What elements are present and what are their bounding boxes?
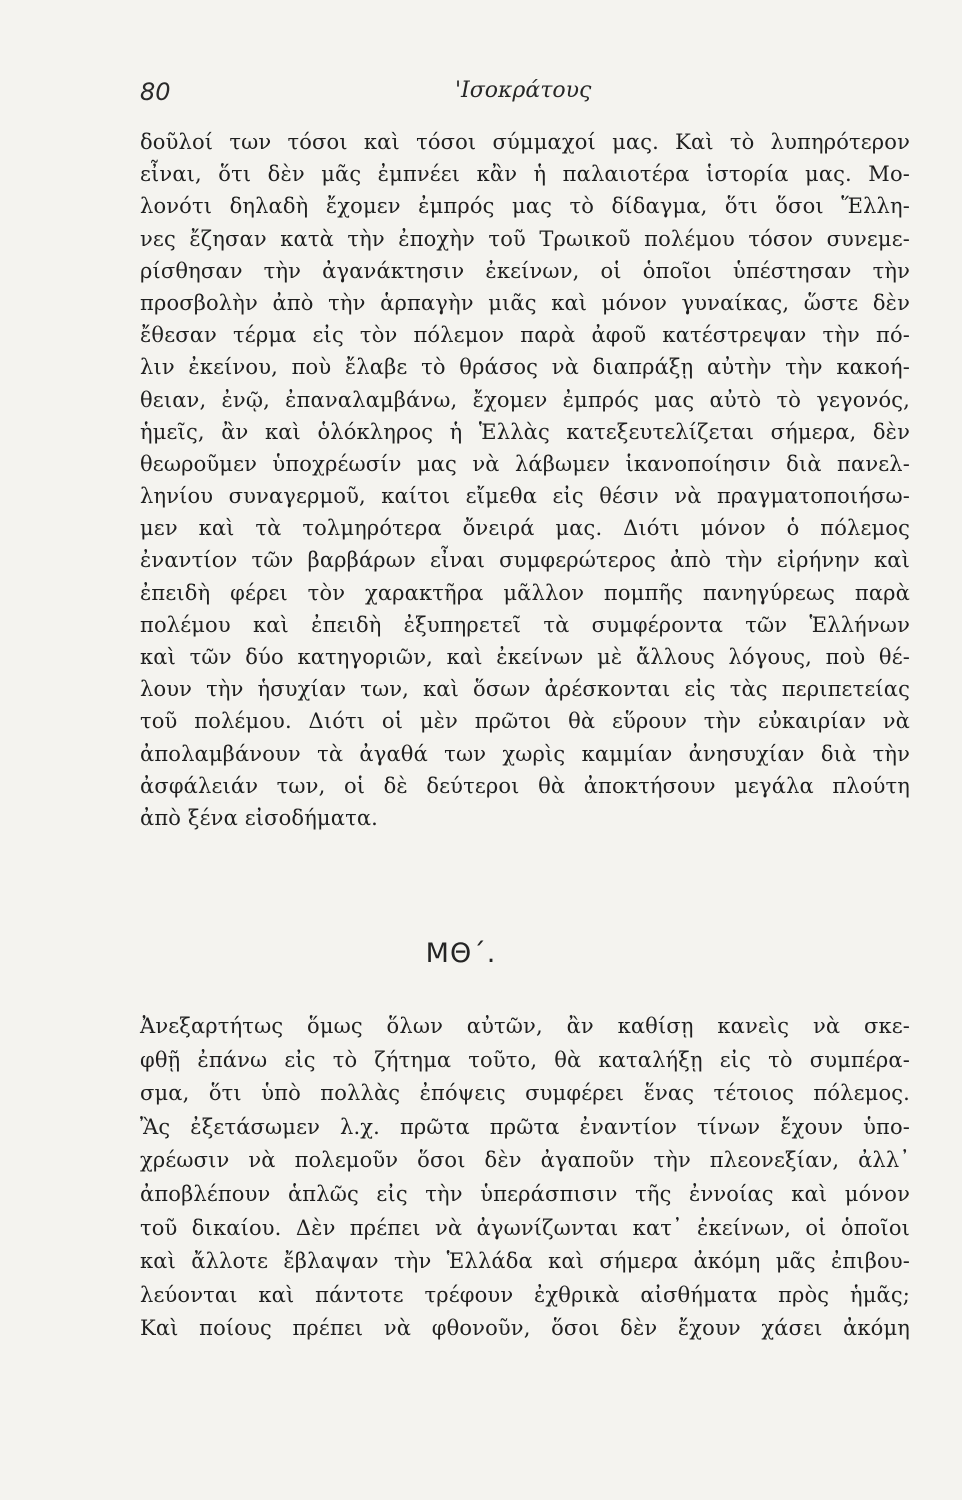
text-line: μεν καὶ τὰ τολμηρότερα ὄνειρά μας. Διότι μόνον ὁ πόλεμος [140, 516, 910, 541]
text-line: θειαν, ἐνῷ, ἐπαναλαμβάνω, ἔχομεν ἐμπρός μας αὐτὸ τὸ γεγονός, [140, 387, 910, 412]
running-title: 'Ισοκράτους [455, 78, 592, 103]
text-line: ἀσφάλειάν των, οἱ δὲ δεύτεροι θὰ ἀποκτήσουν μεγάλα πλούτη [140, 773, 910, 798]
text-line: τοῦ δικαίου. Δὲν πρέπει νὰ ἀγωνίζωνται κατ᾽ ἐκείνων, οἱ ὁποῖοι [140, 1215, 910, 1240]
text-line: νες ἔζησαν κατὰ τὴν ἐποχὴν τοῦ Τρωικοῦ πολέμου τόσον συνεμε- [140, 226, 910, 251]
text-line: ἀποβλέπουν ἁπλῶς εἰς τὴν ὑπεράσπισιν τῆς ἐννοίας καὶ μόνον [140, 1181, 910, 1206]
text-line: Ἂς ἐξετάσωμεν λ.χ. πρῶτα πρῶτα ἐναντίον τίνων ἔχουν ὑπο- [140, 1114, 910, 1139]
text-line: καὶ τῶν δύο κατηγοριῶν, καὶ ἐκείνων μὲ ἄλλους λόγους, ποὺ θέ- [140, 645, 910, 669]
text-line: Καὶ ποίους πρέπει νὰ φθονοῦν, ὅσοι δὲν ἔχουν χάσει ἀκόμη [140, 1316, 910, 1341]
text-line: λιν ἐκείνου, ποὺ ἔλαβε τὸ θράσος νὰ διαπράξῃ αὐτὴν τὴν κακοή- [140, 355, 910, 380]
text-line: ἐπειδὴ φέρει τὸν χαρακτῆρα μᾶλλον πομπῆς πανηγύρεως παρὰ [140, 580, 910, 605]
text-line: ληνίου συναγερμοῦ, καίτοι εἴμεθα εἰς θέσιν νὰ πραγματοποιήσω- [140, 484, 910, 509]
paragraph-one [140, 126, 910, 834]
text-line: σμα, ὅτι ὑπὸ πολλὰς ἐπόψεις συμφέρει ἕνας τέτοιος πόλεμος. [140, 1081, 910, 1106]
text-line: ἔθεσαν τέρμα εἰς τὸν πόλεμον παρὰ ἀφοῦ κατέστρεψαν τὴν πό- [140, 323, 910, 348]
text-line: λεύονται καὶ πάντοτε τρέφουν ἐχθρικὰ αἰσθήματα πρὸς ἡμᾶς; [140, 1282, 910, 1307]
text-line: χρέωσιν νὰ πολεμοῦν ὅσοι δὲν ἀγαποῦν τὴν πλεονεξίαν, ἀλλ᾽ [140, 1148, 910, 1173]
text-line: φθῇ ἐπάνω εἰς τὸ ζήτημα τοῦτο, θὰ καταλήξῃ εἰς τὸ συμπέρα- [140, 1047, 910, 1072]
page-header [140, 72, 916, 112]
paragraph-two [140, 1010, 910, 1346]
section-number: ΜΘ΄. [425, 938, 497, 969]
text-line: εἶναι, ὅτι δὲν μᾶς ἐμπνέει κἂν ἡ παλαιοτέρα ἱστορία μας. Μο- [140, 162, 910, 187]
text-line: ἀπολαμβάνουν τὰ ἀγαθά των χωρὶς καμμίαν ἀνησυχίαν διὰ τὴν [140, 741, 910, 766]
text-line: ρίσθησαν τὴν ἀγανάκτησιν ἐκείνων, οἱ ὁποῖοι ὑπέστησαν τὴν [140, 258, 910, 283]
text-line-last: ἀπὸ ξένα εἰσοδήματα. [140, 805, 378, 830]
section-heading [0, 938, 962, 969]
text-line: πολέμου καὶ ἐπειδὴ ἐξυπηρετεῖ τὰ συμφέροντα τῶν Ἑλλήνων [140, 612, 910, 637]
text-line: θεωροῦμεν ὑποχρέωσίν μας νὰ λάβωμεν ἱκανοποίησιν διὰ πανελ- [140, 451, 910, 476]
text-line: δοῦλοί των τόσοι καὶ τόσοι σύμμαχοί μας. Καὶ τὸ λυπηρότερον [140, 130, 910, 154]
page-number: 80 [140, 78, 171, 106]
text-line: ἐναντίον τῶν βαρβάρων εἶναι συμφερώτερος ἀπὸ τὴν εἰρήνην καὶ [140, 548, 910, 573]
text-line: καὶ ἄλλοτε ἔβλαψαν τὴν Ἑλλάδα καὶ σήμερα ἀκόμη μᾶς ἐπιβου- [140, 1249, 910, 1274]
text-line: Ἀνεξαρτήτως ὅμως ὅλων αὐτῶν, ἂν καθίσῃ κανεὶς νὰ σκε- [140, 1014, 910, 1038]
text-line: ἡμεῖς, ἂν καὶ ὁλόκληρος ἡ Ἑλλὰς κατεξευτελίζεται σήμερα, δὲν [140, 419, 910, 444]
text-line: λονότι δηλαδὴ ἔχομεν ἐμπρός μας τὸ δίδαγμα, ὅτι ὅσοι Ἕλλη- [140, 194, 910, 219]
text-line: λουν τὴν ἡσυχίαν των, καὶ ὅσων ἀρέσκονται εἰς τὰς περιπετείας [140, 677, 910, 702]
text-line: τοῦ πολέμου. Διότι οἱ μὲν πρῶτοι θὰ εὕρουν τὴν εὐκαιρίαν νὰ [140, 709, 910, 734]
text-line: προσβολὴν ἀπὸ τὴν ἁρπαγὴν μιᾶς καὶ μόνον γυναίκας, ὥστε δὲν [140, 290, 910, 315]
